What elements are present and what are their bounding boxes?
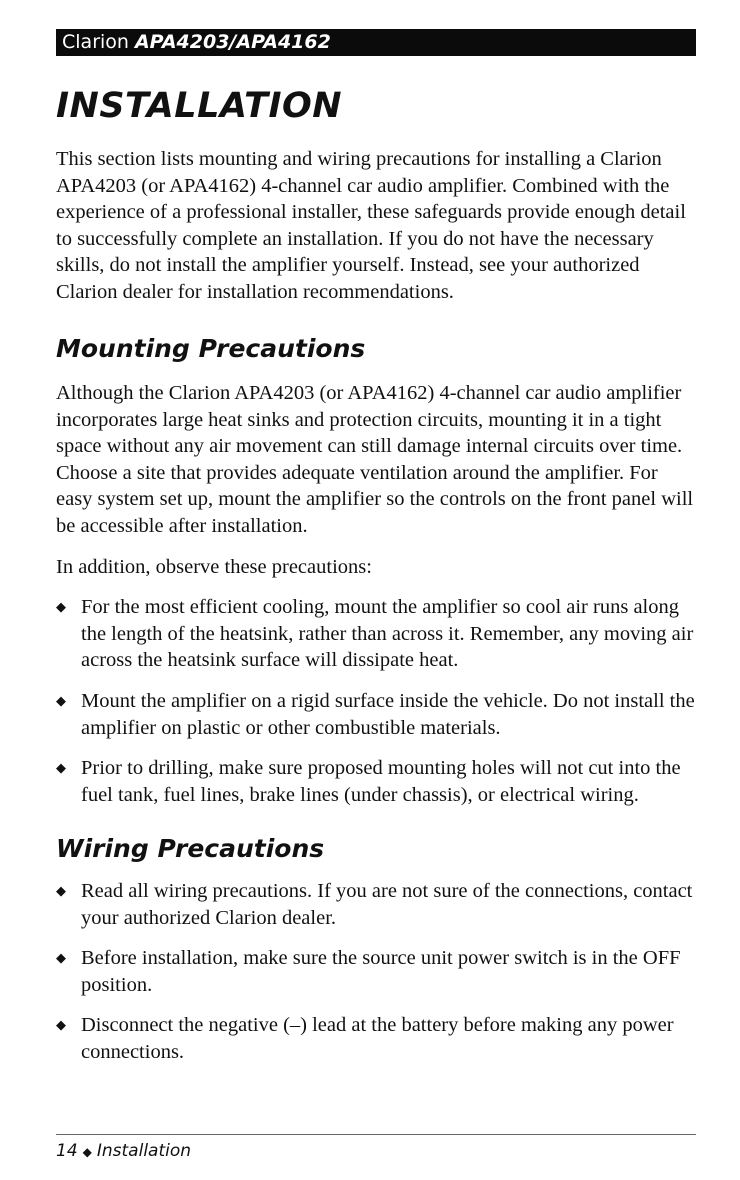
header-model: APA4203/APA4162 [134,31,331,53]
bullet-text: Mount the amplifier on a rigid surface inside the vehicle. Do not install the amplifier on plastic or other combustible materials. [81,690,695,739]
bullet-text: Before installation, make sure the source unit power switch is in the OFF position. [81,947,681,996]
footer-divider [56,1134,696,1135]
page-title: INSTALLATION [56,86,343,126]
wiring-bullet-2 [56,945,698,998]
footer-diamond-icon: ◆ [82,1145,92,1159]
mounting-heading: Mounting Precautions [56,334,366,363]
mounting-lead-in: In addition, observe these precautions: [56,556,372,578]
bullet-text: For the most efficient cooling, mount the amplifier so cool air runs along the length of the heatsink, rather than across it. Remember, any moving air across the heatsink surface will dissipate heat. [81,596,694,671]
wiring-bullet-3 [56,1012,698,1065]
mounting-paragraph: Although the Clarion APA4203 (or APA4162) 4-channel car audio amplifier incorporates large heat sinks and protection circuits, mounting it in a tight space without any air movement can still damage internal circuits over time. Choose a site that provides adequate ventilation around the amplifier. For easy system set up, mount the amplifier so the controls on the front panel will be accessible after installation. [56,382,694,537]
footer-section-name: Installation [96,1141,192,1161]
bullet-diamond-icon: ◆ [56,599,66,614]
running-header [56,29,696,56]
header-brand: Clarion [62,31,129,53]
bullet-diamond-icon: ◆ [56,883,66,898]
mounting-bullet-2 [56,688,698,741]
page-footer [56,1139,191,1164]
bullet-text: Prior to drilling, make sure proposed mounting holes will not cut into the fuel tank, fuel lines, brake lines (under chassis), or electrical wiring. [81,757,681,806]
bullet-text: Read all wiring precautions. If you are not sure of the connections, contact your authorized Clarion dealer. [81,880,693,929]
intro-paragraph: This section lists mounting and wiring precautions for installing a Clarion APA4203 (or APA4162) 4-channel car audio amplifier. Combined with the experience of a professional installer, these safeguards provide enough detail to successfully complete an installation. If you do not have the necessary skills, do not install the amplifier yourself. Instead, see your authorized Clarion dealer for installation recommendations. [56,148,686,303]
mounting-bullet-3 [56,755,698,808]
bullet-diamond-icon: ◆ [56,1017,66,1032]
mounting-bullet-1 [56,594,698,674]
bullet-diamond-icon: ◆ [56,950,66,965]
bullet-diamond-icon: ◆ [56,693,66,708]
page-number: 14 [56,1141,78,1161]
bullet-text: Disconnect the negative (–) lead at the battery before making any power connections. [81,1014,674,1063]
bullet-diamond-icon: ◆ [56,760,66,775]
wiring-heading: Wiring Precautions [56,834,325,863]
wiring-bullet-1 [56,878,698,931]
